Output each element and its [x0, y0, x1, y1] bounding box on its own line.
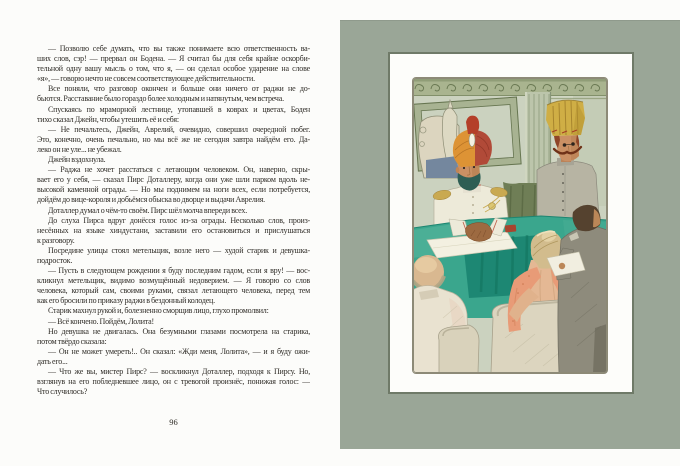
- text-line: тихо сказал Джейн, чтобы утешить её и себя:: [37, 114, 179, 124]
- right-page: [340, 20, 680, 449]
- text-line: Джейн вздохнула.: [48, 155, 106, 165]
- text-line: Доталлер думал о чём-то своём. Пирс шёл молча впереди всех.: [48, 205, 248, 215]
- text-line: До слуха Пирса вдруг донёсся голос из-за ограды. Несколько слов, произ-: [48, 215, 310, 225]
- text-line: — Не печальтесь, Джейн, Аврелий, очевидно, совершил очередной побег.: [48, 124, 310, 134]
- text-line: Спускаясь по мраморной лестнице, утопавшей в коврах и цветах, Боден: [48, 104, 310, 114]
- text-line: человека, который сам, своими руками, связал летающего человека, перед тем: [37, 286, 310, 296]
- text-line: — Пусть в следующем рождении я буду последним гадом, если я вру! — вос-: [48, 266, 310, 276]
- text-line: вает его у себя, — сказал Пирс Доталлеру, когда они уже шли парком вдоль не-: [37, 175, 310, 185]
- text-line: потом твёрдо сказала:: [37, 336, 107, 346]
- text-line: — Всё кончено. Пойдём, Лолита!: [48, 316, 155, 326]
- text-line: — Раджа не хочет расстаться с летающим человеком. Он, наверно, скры-: [48, 165, 310, 175]
- illustration-plate: [388, 52, 634, 394]
- page-number: 96: [169, 417, 178, 427]
- page-text: [37, 44, 310, 400]
- text-line: леко он не уле... не убежал.: [37, 144, 122, 154]
- text-line: «я», — говорю нечто не совсем соответствующее действительности.: [37, 74, 255, 84]
- text-line: Но девушка не двигалась. Она безумными глазами посмотрела на старика,: [48, 326, 310, 336]
- text-line: к разговору.: [37, 235, 75, 245]
- text-line: ших слов, сэр! — прервал он Бодена. — Я считал бы для себя крайне оскорби-: [37, 54, 310, 64]
- text-line: дать его...: [37, 356, 68, 366]
- illustration-frame: [413, 78, 607, 373]
- text-line: — Он не может умереть!.. Он сказал: «Жди меня, Лолита», — и я буду ожи-: [48, 346, 310, 356]
- text-line: подросток.: [37, 255, 73, 265]
- text-line: кликнул метельщик, видимо возмущённый недоверием. — Я говорю со слов: [37, 276, 310, 286]
- text-line: высокой каменной ограды. — Но мы поднимем на ноги всех, если потребуется,: [37, 185, 310, 195]
- text-line: Все поняли, что разговор окончен и больше они ничего от раджи не до-: [48, 84, 310, 94]
- text-line: — Что же вы, мистер Пирс? — воскликнул Доталлер, подходя к Пирсу. Но,: [48, 367, 310, 376]
- text-line: тельной одну вашу мысль о том, что я, — он сделал особое ударение на слове: [37, 64, 310, 74]
- text-line: — Позволю себе думать, что вы также понимаете всю ответственность ва-: [48, 44, 310, 53]
- text-line: Посредине улицы стоял метельщик, возле него — худой старик и девушка-: [48, 245, 310, 255]
- text-line: дойдём до вице-короля и добьёмся обыска во дворце и выдачи Аврелия.: [37, 195, 265, 205]
- text-line: взглянув на его побледневшее лицо, он с тревогой произнёс, понижая голос: —: [37, 377, 310, 387]
- text-line: Это, конечно, очень печально, но мы всё же не сегодня завтра найдём его. Да-: [37, 134, 310, 144]
- text-line: как его бросили по приказу раджи в бездонный колодец.: [37, 296, 215, 306]
- text-line: Старик махнул рукой и, болезненно сморщив лицо, глухо промолвил:: [48, 306, 269, 316]
- text-line: Что случилось?: [37, 387, 88, 397]
- carved-frieze: [413, 78, 607, 99]
- book-illustration: [413, 78, 607, 373]
- text-line: бьются. Расставание было гораздо более холодным и натянутым, чем встреча.: [37, 94, 284, 104]
- text-line: несённых на языке хиндустани, заставили его остановиться и прислушаться: [37, 225, 310, 235]
